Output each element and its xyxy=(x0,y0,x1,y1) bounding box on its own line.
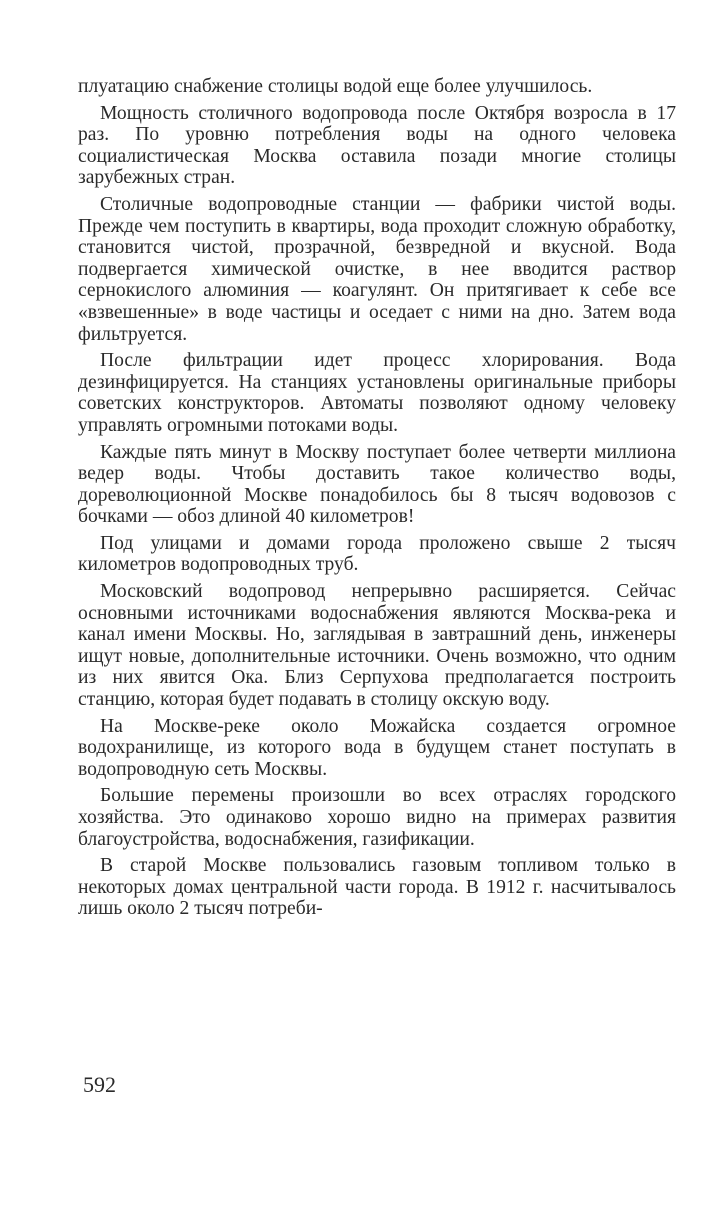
paragraph: Каждые пять минут в Москву поступает более четверти миллиона ведер воды. Чтобы доставить такое количество воды, дореволюционной Москве понадобилось бы 8 тысяч водовозов с бочками — обоз длиной 40 километров! xyxy=(78,441,676,528)
paragraph-continued: плуатацию снабжение столицы водой еще более улучшилось. xyxy=(78,76,593,97)
paragraph: Большие перемены произошли во всех отраслях городского хозяйства. Это одинаково хорошо видно на примерах развития благоустройства, водоснабжения, газификации. xyxy=(78,785,676,850)
paragraph: На Москве-реке около Можайска создается огромное водохранилище, из которого вода в будущем станет поступать в водопроводную сеть Москвы. xyxy=(78,715,676,780)
page-number: 592 xyxy=(83,1072,116,1097)
paragraph: Московский водопровод непрерывно расширяется. Сейчас основными источниками водоснабжения являются Москва-река и канал имени Москвы. Но, заглядывая в завтрашний день, инженеры ищут новые, дополнительные источники. Очень возможно, что одним из них явится Ока. Близ Серпухова предполагается построить станцию, которая будет подавать в столицу окскую воду. xyxy=(78,581,676,711)
paragraph: После фильтрации идет процесс хлорирования. Вода дезинфицируется. На станциях установлены оригинальные приборы советских конструкторов. Автоматы позволяют одному человеку управлять огромными потоками воды. xyxy=(78,350,676,436)
paragraph: Мощность столичного водопровода после Октября возросла в 17 раз. По уровню потребления воды на одного человека социалистическая Москва оставила позади многие столицы зарубежных стран. xyxy=(78,102,676,189)
paragraph: Столичные водопроводные станции — фабрики чистой воды. Прежде чем поступить в квартиры, вода проходит сложную обработку, становится чистой, прозрачной, безвредной и вкусной. Вода подвергается химической очистке, в нее вводится раствор сернокислого алюминия — коагулянт. Он притягивает к себе все «взвешенные» в воде частицы и оседает с ними на дно. Затем вода фильтруется. xyxy=(78,193,676,345)
paragraph: В старой Москве пользовались газовым топливом только в некоторых домах центральной части города. В 1912 г. насчитывалось лишь около 2 тысяч потреби- xyxy=(78,855,676,920)
page-body xyxy=(78,76,676,925)
paragraph: Под улицами и домами города проложено свыше 2 тысяч километров водопроводных труб. xyxy=(78,532,676,576)
